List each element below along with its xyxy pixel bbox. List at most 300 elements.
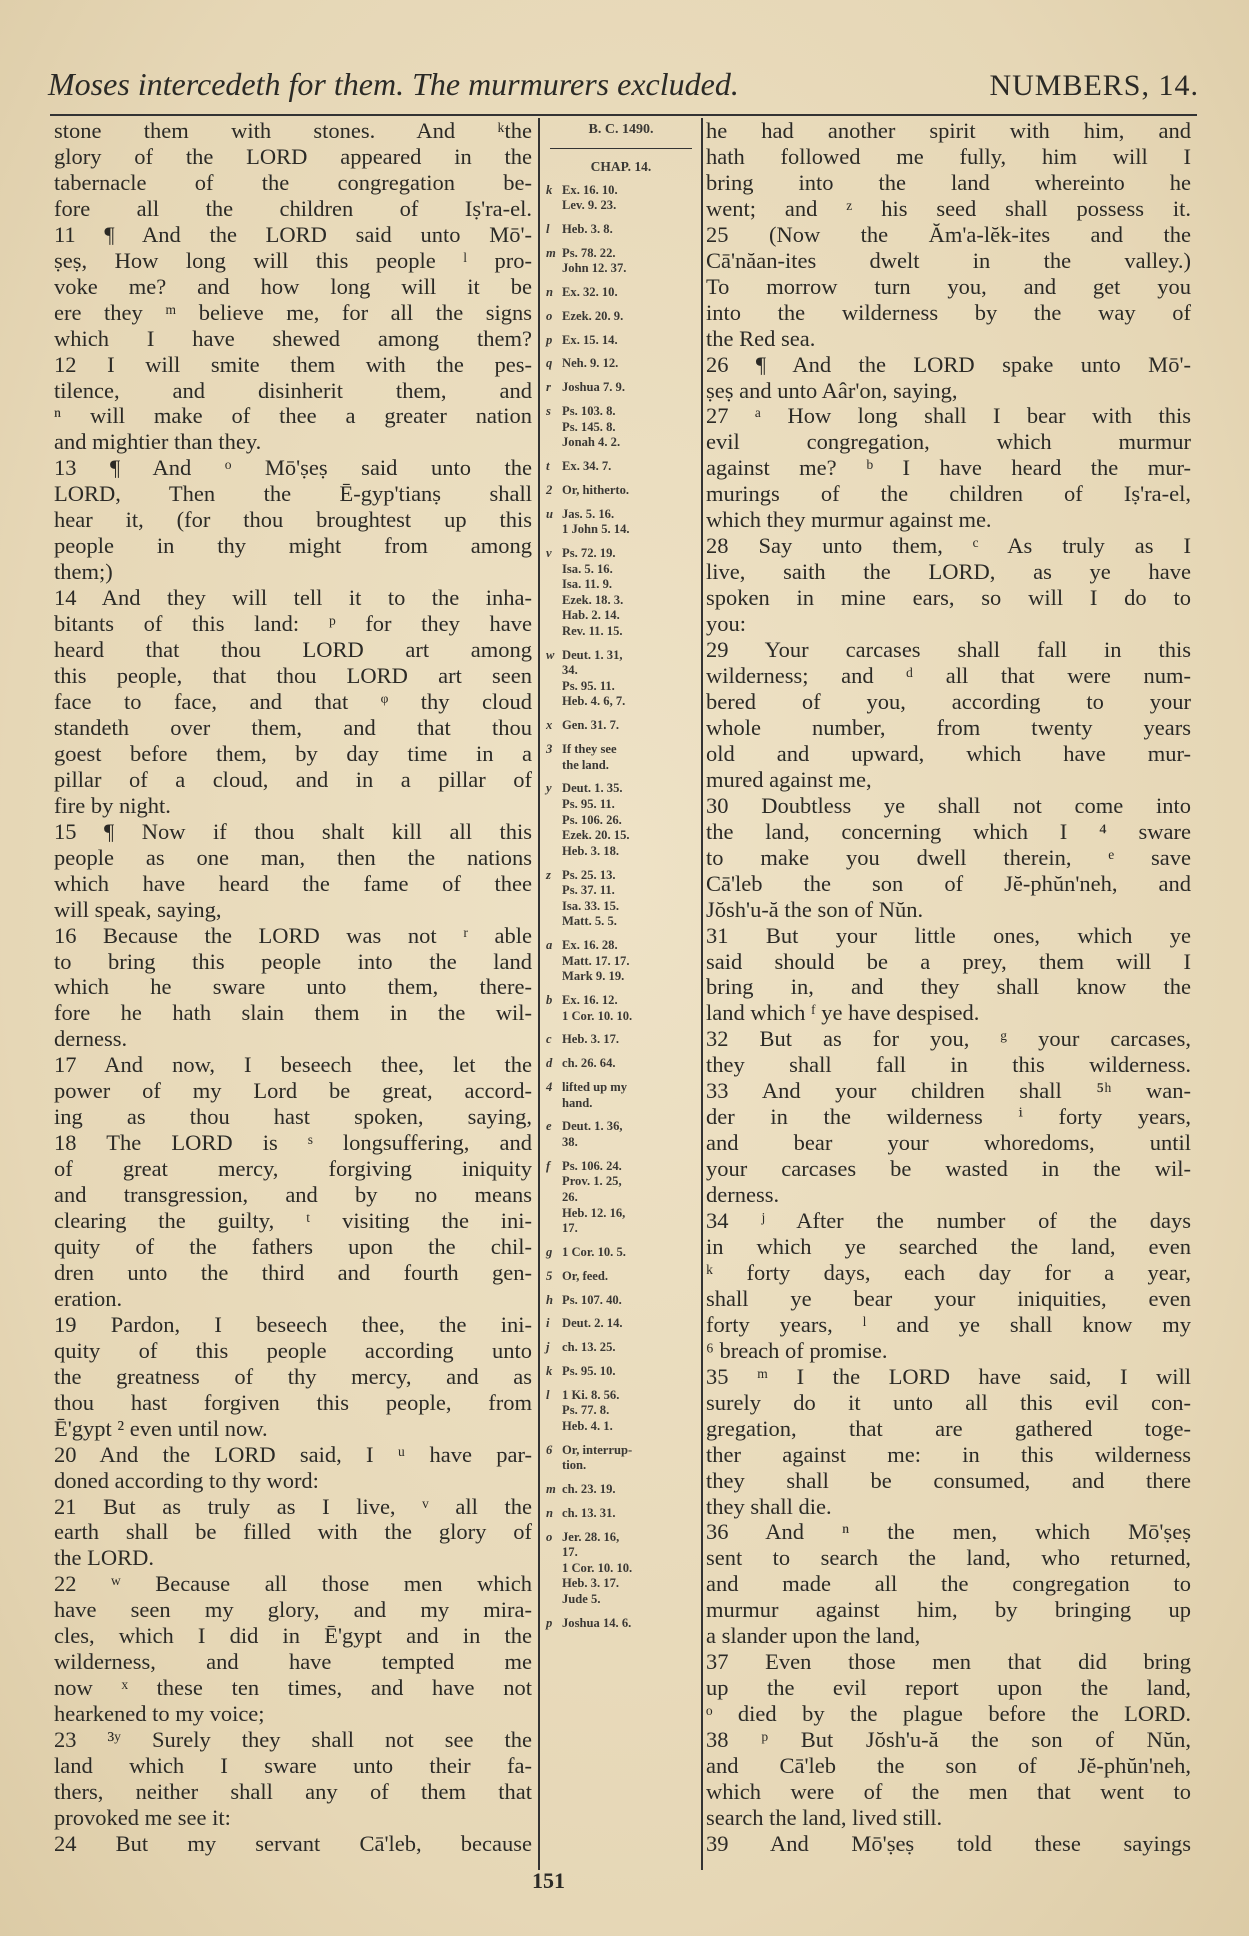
reference-line: Ps. 95. 11.	[562, 797, 615, 811]
reference-line: Heb. 12. 16,	[562, 1205, 626, 1220]
header-rule	[50, 114, 1197, 116]
reference-lines	[562, 1506, 616, 1522]
text-line: standeth over them, and that thou	[54, 714, 532, 740]
text-line: quity of this people according unto	[54, 1337, 532, 1363]
reference-line: Heb. 4. 6, 7.	[562, 694, 626, 709]
reference-line: John 12. 37.	[562, 261, 627, 276]
text-line: and Cā'leb the son of Jĕ-phŭn'neh,	[706, 1753, 1191, 1779]
reference-mark: y	[546, 781, 552, 796]
reference-lines	[562, 1482, 616, 1498]
reference-mark: k	[546, 1363, 553, 1378]
text-line: spoken in mine ears, so will I do to	[706, 585, 1191, 611]
text-line: tabernacle of the congregation be-	[54, 169, 532, 195]
reference-lines	[562, 1293, 622, 1309]
text-line: a slander upon the land,	[706, 1623, 921, 1649]
text-line: the Red sea.	[706, 325, 816, 351]
reference-line: ch. 26. 64.	[562, 1056, 616, 1071]
reference-mark: v	[546, 545, 552, 560]
cross-reference-entry	[546, 333, 696, 349]
text-line: ṣeṣ, How long will this people ˡ pro-	[54, 247, 532, 273]
reference-line: Ex. 16. 10.	[562, 182, 618, 197]
text-line: of great mercy, forgiving iniquity	[54, 1156, 532, 1182]
reference-line: Isa. 33. 15.	[562, 898, 620, 913]
reference-mark: f	[546, 1158, 551, 1173]
text-line: 23 ³ʸ Surely they shall not see the	[54, 1727, 532, 1753]
text-line: and transgression, and by no means	[54, 1182, 532, 1208]
text-line: cles, which I did in Ē'gypt and in the	[54, 1623, 532, 1649]
text-line: up the evil report upon the land,	[706, 1675, 1191, 1701]
reference-line: 34.	[562, 663, 578, 678]
reference-lines	[562, 356, 618, 372]
text-line: they shall be consumed, and there	[706, 1467, 1191, 1493]
reference-line: Ex. 34. 7.	[562, 459, 612, 473]
text-line: they shall die.	[706, 1493, 832, 1519]
cross-reference-entry	[546, 1364, 696, 1380]
reference-line: Ex. 16. 28.	[562, 938, 618, 953]
cross-reference-entry	[546, 1056, 696, 1072]
cross-reference-entry	[546, 459, 696, 475]
reference-lines	[562, 1316, 623, 1332]
text-line: the land, concerning which I ⁴ sware	[706, 818, 1191, 844]
reference-line: Ps. 106. 24.	[562, 1158, 622, 1173]
text-line: 16 Because the LORD was not ʳ able	[54, 922, 532, 948]
reference-mark: d	[546, 1056, 553, 1071]
reference-mark: z	[546, 867, 551, 882]
cross-reference-entry	[546, 1293, 696, 1309]
header-summary: Moses intercedeth for them. The murmurers excluded.	[48, 66, 739, 102]
reference-line: Deut. 1. 31,	[562, 647, 623, 662]
text-line: now ˣ these ten times, and have not	[54, 1675, 532, 1701]
reference-lines	[562, 309, 623, 325]
page-number: 151	[532, 1868, 565, 1893]
text-line: shall ye bear your iniquities, even	[706, 1285, 1191, 1311]
text-line: face to face, and that ᵠ thy cloud	[54, 688, 532, 714]
reference-line: Neh. 9. 12.	[562, 356, 619, 371]
text-line: dren unto the third and fourth gen-	[54, 1259, 532, 1285]
reference-lines	[562, 183, 618, 214]
text-line: 37 Even those men that did bring	[706, 1649, 1191, 1675]
text-line: which they murmur against me.	[706, 507, 992, 533]
reference-lines	[562, 222, 613, 238]
text-line: 21 But as truly as I live, ᵛ all the	[54, 1493, 532, 1519]
text-line: which he sware unto them, there-	[54, 974, 532, 1000]
text-line: in which ye searched the land, even	[706, 1233, 1191, 1259]
reference-line: If they see	[562, 742, 617, 757]
reference-lines	[562, 1340, 616, 1356]
cross-reference-entry	[546, 1159, 696, 1237]
reference-mark: g	[546, 1244, 553, 1259]
reference-line: Lev. 9. 23.	[562, 198, 617, 213]
text-line: bring into the land whereinto he	[706, 169, 1191, 195]
cross-reference-entry	[546, 648, 696, 710]
text-line: them;)	[54, 559, 113, 585]
text-line: murmur against him, by bringing up	[706, 1597, 1191, 1623]
text-line: derness.	[706, 1182, 780, 1208]
text-line: 28 Say unto them, ᶜ As truly as I	[706, 533, 1191, 559]
text-line: 17 And now, I beseech thee, let the	[54, 1052, 532, 1078]
text-line: 39 And Mō'ṣeṣ told these sayings	[706, 1830, 1191, 1856]
reference-line: 17.	[562, 1221, 578, 1236]
reference-lines	[562, 546, 623, 640]
cross-reference-entry	[546, 1506, 696, 1522]
reference-line: Deut. 1. 36,	[562, 1119, 623, 1134]
reference-mark: l	[546, 1387, 550, 1402]
text-line: Cā'leb the son of Jĕ-phŭn'neh, and	[706, 870, 1191, 896]
reference-line: Deut. 1. 35.	[562, 781, 623, 796]
cross-reference-column	[546, 118, 696, 1639]
text-line: earth shall be filled with the glory of	[54, 1519, 532, 1545]
text-line: ere they ᵐ believe me, for all the signs	[54, 299, 532, 325]
reference-line: Ps. 78. 22.	[562, 245, 616, 260]
reference-lines	[562, 718, 619, 734]
text-line: ṣeṣ and unto Aâr'on, saying,	[706, 377, 958, 403]
reference-lines	[562, 781, 630, 859]
reference-line: Ps. 95. 10.	[562, 1363, 616, 1378]
reference-line: Rev. 11. 15.	[562, 623, 623, 638]
text-line: derness.	[54, 1026, 128, 1052]
text-line: ther against me: in this wilderness	[706, 1441, 1191, 1467]
cross-reference-entry	[546, 183, 696, 214]
text-line: land which I sware unto their fa-	[54, 1753, 532, 1779]
reference-lines	[562, 1056, 616, 1072]
text-line: fore he hath slain them in the wil-	[54, 1000, 532, 1026]
text-line: power of my Lord be great, accord-	[54, 1078, 532, 1104]
reference-mark: 3	[546, 742, 553, 757]
reference-line: 17.	[562, 1545, 578, 1560]
reference-lines	[562, 742, 617, 773]
text-line: forty years, ˡ and ye shall know my	[706, 1311, 1191, 1337]
text-line: gregation, that are gathered toge-	[706, 1415, 1191, 1441]
reference-mark: 4	[546, 1080, 553, 1095]
reference-mark: n	[546, 285, 554, 300]
text-line: will speak, saying,	[54, 896, 222, 922]
reference-line: Or, feed.	[562, 1268, 609, 1283]
cross-reference-entry	[546, 404, 696, 451]
text-line: which were of the men that went to	[706, 1779, 1191, 1804]
reference-lines	[562, 1530, 632, 1608]
reference-mark: c	[546, 1032, 552, 1047]
cross-reference-entry	[546, 1269, 696, 1285]
reference-mark: r	[546, 380, 551, 395]
text-line: eration.	[54, 1285, 123, 1311]
text-line: 26 ¶ And the LORD spake unto Mō'-	[706, 351, 1191, 377]
reference-line: Prov. 1. 25,	[562, 1174, 622, 1189]
text-line: hear it, (for thou broughtest up this	[54, 507, 532, 533]
reference-mark: l	[546, 221, 550, 236]
text-line: hath followed me fully, him will I	[706, 143, 1191, 169]
text-line: thou hast forgiven this people, from	[54, 1389, 532, 1415]
reference-mark: i	[546, 1316, 550, 1331]
text-line: have seen my glory, and my mira-	[54, 1597, 532, 1623]
text-line: your carcases be wasted in the wil-	[706, 1156, 1191, 1182]
cross-reference-entry	[546, 1032, 696, 1048]
text-line: Cā'năan-ites dwelt in the valley.)	[706, 247, 1191, 273]
text-line: wilderness, and have tempted me	[54, 1649, 532, 1675]
reference-line: Ex. 15. 14.	[562, 332, 618, 347]
reference-mark: 2	[546, 482, 553, 497]
text-line: sent to search the land, who returned,	[706, 1545, 1191, 1571]
reference-line: Jer. 28. 16,	[562, 1529, 620, 1544]
text-line: hearkened to my voice;	[54, 1701, 265, 1727]
text-line: 31 But your little ones, which ye	[706, 922, 1191, 948]
text-line: went; and ᶻ his seed shall possess it.	[706, 195, 1191, 221]
reference-line: Ps. 103. 8.	[562, 404, 616, 419]
text-line: the LORD.	[54, 1545, 154, 1571]
reference-lines	[562, 459, 611, 475]
running-header	[48, 66, 1199, 110]
reference-line: 1 John 5. 14.	[562, 522, 630, 537]
reference-mark: h	[546, 1292, 554, 1307]
reference-line: 38.	[562, 1135, 578, 1149]
reference-mark: w	[546, 647, 555, 662]
reference-line: 1 Cor. 10. 5.	[562, 1244, 626, 1259]
text-line: and made all the congregation to	[706, 1571, 1191, 1597]
reference-line: Matt. 17. 17.	[562, 953, 630, 968]
reference-line: lifted up my	[562, 1080, 628, 1095]
reference-line: Isa. 5. 16.	[562, 561, 613, 576]
text-line: 29 Your carcases shall fall in this	[706, 637, 1191, 663]
reference-lines	[562, 507, 630, 538]
reference-line: Ps. 145. 8.	[562, 419, 616, 434]
reference-lines	[562, 333, 618, 349]
column-divider-left	[538, 118, 540, 1870]
text-line: 12 I will smite them with the pes-	[54, 351, 532, 377]
reference-line: ch. 13. 31.	[562, 1505, 616, 1520]
reference-line: hand.	[562, 1095, 593, 1110]
header-book-chapter: NUMBERS, 14.	[989, 69, 1199, 102]
text-line: people in thy might from among	[54, 533, 532, 559]
reference-line: Hab. 2. 14.	[562, 608, 620, 623]
cross-reference-entry	[546, 1616, 696, 1632]
text-line: 14 And they will tell it to the inha-	[54, 585, 532, 611]
text-line: bered of you, according to your	[706, 688, 1191, 714]
reference-lines	[562, 938, 630, 985]
reference-line: Heb. 3. 17.	[562, 1576, 620, 1591]
reference-mark: b	[546, 993, 553, 1008]
text-line: and bear your whoredoms, until	[706, 1130, 1191, 1156]
reference-line: Ezek. 18. 3.	[562, 592, 624, 607]
right-text-column	[706, 118, 1191, 1857]
cross-reference-entry	[546, 742, 696, 773]
reference-mark: m	[546, 245, 556, 260]
text-line: heard that thou LORD art among	[54, 637, 532, 663]
reference-mark: s	[546, 404, 551, 419]
text-line: 38 ᵖ But Jŏsh'u-ă the son of Nŭn,	[706, 1727, 1191, 1753]
text-line: der in the wilderness ⁱ forty years,	[706, 1104, 1191, 1130]
reference-line: 1 Cor. 10. 10.	[562, 1560, 633, 1575]
cross-reference-entry	[546, 546, 696, 640]
text-line: 25 (Now the Ăm'a-lĕk-ites and the	[706, 221, 1191, 247]
reference-line: ch. 23. 19.	[562, 1481, 616, 1496]
text-line: murings of the children of Iṣ'ra-el,	[706, 481, 1191, 507]
margin-rule	[550, 148, 692, 149]
reference-line: Heb. 3. 17.	[562, 1032, 620, 1047]
text-line: wilderness; and ᵈ all that were num-	[706, 663, 1191, 689]
cross-reference-entry	[546, 1316, 696, 1332]
cross-reference-entry	[546, 781, 696, 859]
cross-reference-entry	[546, 1530, 696, 1608]
cross-reference-entry	[546, 309, 696, 325]
text-line: bitants of this land: ᵖ for they have	[54, 611, 532, 637]
reference-line: 1 Ki. 8. 56.	[562, 1387, 620, 1402]
reference-mark: e	[546, 1119, 552, 1134]
reference-lines	[562, 483, 629, 499]
reference-lines	[562, 1364, 616, 1380]
cross-reference-entry	[546, 222, 696, 238]
text-line: they shall fall in this wilderness.	[706, 1052, 1191, 1078]
reference-lines	[562, 404, 620, 451]
reference-lines	[562, 1269, 608, 1285]
text-line: 20 And the LORD said, I ᵘ have par-	[54, 1441, 532, 1467]
reference-line: Heb. 4. 1.	[562, 1418, 613, 1433]
text-line: to bring this people into the land	[54, 948, 532, 974]
reference-lines	[562, 1443, 632, 1474]
reference-lines	[562, 380, 625, 396]
text-line: into the wilderness by the way of	[706, 299, 1191, 325]
reference-mark: p	[546, 332, 553, 347]
cross-reference-entry	[546, 1340, 696, 1356]
reference-line: Ps. 106. 26.	[562, 812, 622, 827]
text-line: 30 Doubtless ye shall not come into	[706, 792, 1191, 818]
margin-entries	[546, 183, 696, 1632]
cross-reference-entry	[546, 938, 696, 985]
text-line: fore all the children of Iṣ'ra-el.	[54, 195, 532, 221]
reference-line: Jonah 4. 2.	[562, 435, 621, 450]
text-line: fire by night.	[54, 792, 171, 818]
text-line: old and upward, which have mur-	[706, 740, 1191, 766]
cross-reference-entry	[546, 868, 696, 930]
reference-lines	[562, 1245, 626, 1261]
reference-lines	[562, 868, 619, 930]
reference-lines	[562, 648, 625, 710]
reference-mark: 6	[546, 1442, 553, 1457]
text-line: pillar of a cloud, and in a pillar of	[54, 766, 532, 792]
reference-line: Ex. 32. 10.	[562, 285, 618, 300]
reference-mark: k	[546, 182, 553, 197]
text-line: which I have shewed among them?	[54, 325, 532, 351]
cross-reference-entry	[546, 246, 696, 277]
cross-reference-entry	[546, 1388, 696, 1435]
cross-reference-entry	[546, 356, 696, 372]
cross-reference-entry	[546, 1245, 696, 1261]
text-line: provoked me see it:	[54, 1804, 231, 1830]
cross-reference-entry	[546, 718, 696, 734]
text-line: ⁶ breach of promise.	[706, 1337, 888, 1363]
text-line: search the land, lived still.	[706, 1804, 943, 1830]
text-line: 27 ᵃ How long shall I bear with this	[706, 403, 1191, 429]
reference-mark: t	[546, 459, 550, 473]
cross-reference-entry	[546, 1119, 696, 1150]
reference-line: Jas. 5. 16.	[562, 506, 615, 521]
text-line: 34 ʲ After the number of the days	[706, 1208, 1191, 1234]
text-line: he had another spirit with him, and	[706, 118, 1191, 143]
text-line: 19 Pardon, I beseech thee, the ini-	[54, 1311, 532, 1337]
reference-line: Ps. 37. 11.	[562, 883, 615, 898]
reference-line: Ps. 77. 8.	[562, 1403, 610, 1418]
reference-line: Ps. 72. 19.	[562, 545, 616, 560]
cross-reference-entry	[546, 993, 696, 1024]
text-line: 35 ᵐ I the LORD have said, I will	[706, 1363, 1191, 1389]
text-line: 11 ¶ And the LORD said unto Mō'-	[54, 221, 532, 247]
text-line: you:	[706, 611, 747, 637]
reference-line: Ps. 107. 40.	[562, 1292, 622, 1307]
reference-lines	[562, 993, 632, 1024]
cross-reference-entry	[546, 483, 696, 499]
reference-mark: m	[546, 1481, 556, 1496]
reference-line: Ex. 16. 12.	[562, 993, 618, 1008]
reference-line: Or, hitherto.	[562, 482, 630, 497]
reference-line: Jude 5.	[562, 1591, 601, 1606]
reference-lines	[562, 1119, 623, 1150]
text-line: doned according to thy word:	[54, 1467, 319, 1493]
text-line: ᵒ died by the plague before the LORD.	[706, 1701, 1191, 1727]
reference-line: Matt. 5. 5.	[562, 914, 617, 929]
cross-reference-entry	[546, 285, 696, 301]
reference-line: Or, interrup-	[562, 1442, 633, 1457]
reference-mark: j	[546, 1340, 550, 1355]
text-line: 36 And ⁿ the men, which Mō'ṣeṣ	[706, 1519, 1191, 1545]
text-line: whole number, from twenty years	[706, 714, 1191, 740]
text-line: glory of the LORD appeared in the	[54, 143, 532, 169]
reference-lines	[562, 1616, 631, 1632]
text-line: 24 But my servant Cā'leb, because	[54, 1830, 532, 1856]
reference-mark: 5	[546, 1268, 553, 1283]
text-line: live, saith the LORD, as ye have	[706, 559, 1191, 585]
text-line: stone them with stones. And ᵏthe	[54, 118, 532, 143]
text-line: evil congregation, which murmur	[706, 429, 1191, 455]
text-line: this people, that thou LORD art seen	[54, 663, 532, 689]
cross-reference-entry	[546, 380, 696, 396]
reference-line: the land.	[562, 757, 609, 772]
text-line: tilence, and disinherit them, and	[54, 377, 532, 403]
text-line: ᵏ forty days, each day for a year,	[706, 1259, 1191, 1285]
text-line: which have heard the fame of thee	[54, 870, 532, 896]
reference-line: tion.	[562, 1458, 587, 1473]
reference-lines	[562, 1159, 625, 1237]
text-line: thers, neither shall any of them that	[54, 1779, 532, 1804]
text-line: ⁿ will make of thee a greater nation	[54, 403, 532, 429]
reference-line: 26.	[562, 1189, 578, 1204]
text-line: 13 ¶ And ᵒ Mō'ṣeṣ said unto the	[54, 455, 532, 481]
margin-date: B. C. 1490.	[588, 122, 654, 137]
reference-line: Heb. 3. 8.	[562, 221, 613, 236]
reference-lines	[562, 246, 626, 277]
text-line: quity of the fathers upon the chil-	[54, 1233, 532, 1259]
text-line: people as one man, then the nations	[54, 844, 532, 870]
text-line: 15 ¶ Now if thou shalt kill all this	[54, 818, 532, 844]
text-line: said should be a prey, them will I	[706, 948, 1191, 974]
cross-reference-entry	[546, 507, 696, 538]
cross-reference-entry	[546, 1443, 696, 1474]
text-line: to make you dwell therein, ᵉ save	[706, 844, 1191, 870]
cross-reference-entry	[546, 1080, 696, 1111]
reference-line: Ps. 95. 11.	[562, 678, 615, 693]
column-divider-right	[701, 118, 703, 1870]
text-line: LORD, Then the Ē-gyp'tianṣ shall	[54, 481, 532, 507]
text-line: goest before them, by day time in a	[54, 740, 532, 766]
margin-chapter: CHAP. 14.	[590, 159, 652, 174]
text-line: 33 And your children shall ⁵ʰ wan-	[706, 1078, 1191, 1104]
text-line: voke me? and how long will it be	[54, 273, 532, 299]
reference-line: Joshua 14. 6.	[562, 1615, 632, 1630]
reference-line: Gen. 31. 7.	[562, 718, 620, 733]
reference-line: Ezek. 20. 9.	[562, 308, 624, 323]
text-line: surely do it unto all this evil con-	[706, 1389, 1191, 1415]
reference-line: ch. 13. 25.	[562, 1340, 616, 1355]
text-line: the greatness of thy mercy, and as	[54, 1363, 532, 1389]
text-line: mured against me,	[706, 766, 872, 792]
text-line: Jŏsh'u-ă the son of Nŭn.	[706, 896, 924, 922]
